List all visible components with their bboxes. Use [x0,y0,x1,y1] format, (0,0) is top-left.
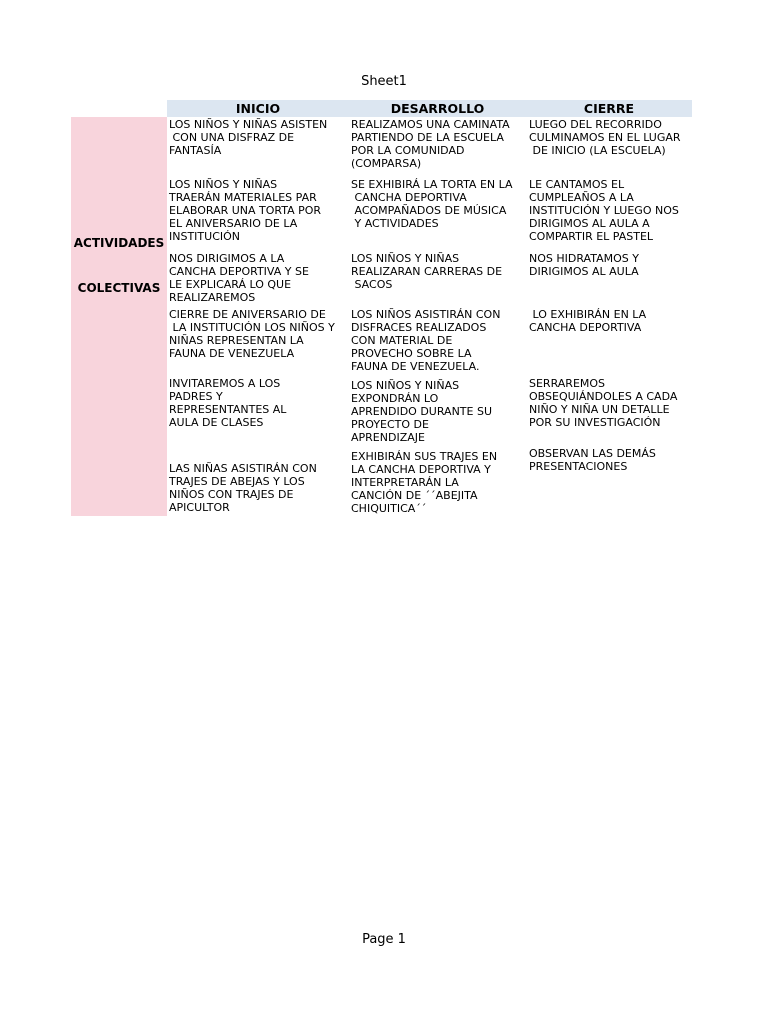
sheet-title: Sheet1 [361,74,407,89]
header-inicio: INICIO [235,101,281,116]
cell-row5-inicio: INVITAREMOS A LOS PADRES Y REPRESENTANTES AL AULA DE CLASES [169,377,287,429]
cell-row6-cierre: OBSERVAN LAS DEMÁS PRESENTACIONES [529,447,656,473]
cell-row4-inicio: CIERRE DE ANIVERSARIO DE LA INSTITUCIÓN LOS NIÑOS Y NIÑAS REPRESENTAN LA FAUNA DE VENEZUELA [169,308,335,360]
side-label-actividades: ACTIVIDADES [73,236,165,250]
header-desarrollo: DESARROLLO [390,101,485,116]
cell-row3-inicio: NOS DIRIGIMOS A LA CANCHA DEPORTIVA Y SE LE EXPLICARÁ LO QUE REALIZAREMOS [169,252,309,304]
cell-row6-desarrollo: EXHIBIRÁN SUS TRAJES EN LA CANCHA DEPORTIVA Y INTERPRETARÁN LA CANCIÓN DE ´´ABEJITA CHIQUITICA´´ [351,450,498,515]
cell-row1-desarrollo: REALIZAMOS UNA CAMINATA PARTIENDO DE LA ESCUELA POR LA COMUNIDAD (COMPARSA) [351,118,510,170]
cell-row3-cierre: NOS HIDRATAMOS Y DIRIGIMOS AL AULA [529,252,639,278]
cell-row1-inicio: LOS NIÑOS Y NIÑAS ASISTEN CON UNA DISFRAZ DE FANTASÍA [169,118,328,157]
cell-row1-cierre: LUEGO DEL RECORRIDO CULMINAMOS EN EL LUGAR DE INICIO (LA ESCUELA) [529,118,681,157]
side-band [71,117,167,516]
cell-row5-cierre: SERRAREMOS OBSEQUIÁNDOLES A CADA NIÑO Y NIÑA UN DETALLE POR SU INVESTIGACIÓN [529,377,678,429]
page-footer: Page 1 [362,932,406,947]
cell-row6-inicio: LAS NIÑAS ASISTIRÁN CON TRAJES DE ABEJAS Y LOS NIÑOS CON TRAJES DE APICULTOR [169,462,317,514]
cell-row4-cierre: LO EXHIBIRÁN EN LA CANCHA DEPORTIVA [529,308,647,334]
cell-row3-desarrollo: LOS NIÑOS Y NIÑAS REALIZARAN CARRERAS DE SACOS [351,252,503,291]
cell-row2-inicio: LOS NIÑOS Y NIÑAS TRAERÁN MATERIALES PAR ELABORAR UNA TORTA POR EL ANIVERSARIO DE LA INSTITUCIÓN [169,178,322,243]
cell-row2-desarrollo: SE EXHIBIRÁ LA TORTA EN LA CANCHA DEPORTIVA ACOMPAÑADOS DE MÚSICA Y ACTIVIDADES [351,178,513,230]
cell-row4-desarrollo: LOS NIÑOS ASISTIRÁN CON DISFRACES REALIZADOS CON MATERIAL DE PROVECHO SOBRE LA FAUNA DE VENEZUELA. [351,308,501,373]
cell-row2-cierre: LE CANTAMOS EL CUMPLEAÑOS A LA INSTITUCIÓN Y LUEGO NOS DIRIGIMOS AL AULA A COMPARTIR EL PASTEL [529,178,679,243]
header-cierre: CIERRE [583,101,635,116]
cell-row5-desarrollo: LOS NIÑOS Y NIÑAS EXPONDRÁN LO APRENDIDO DURANTE SU PROYECTO DE APRENDIZAJE [351,379,492,444]
side-label-colectivas: COLECTIVAS [77,281,161,295]
